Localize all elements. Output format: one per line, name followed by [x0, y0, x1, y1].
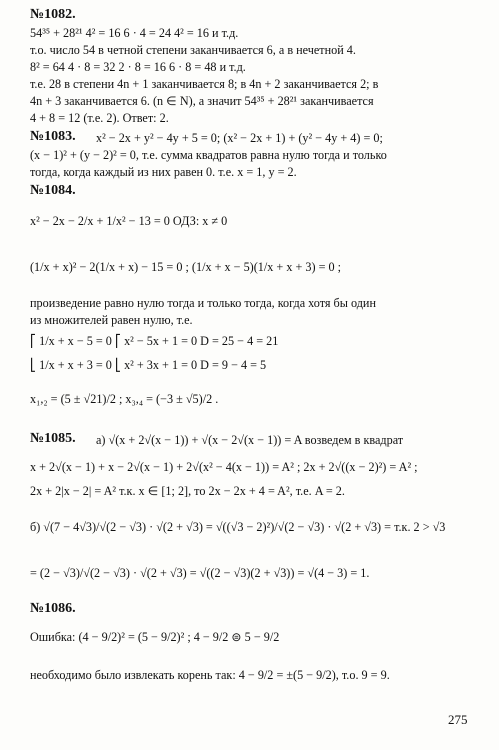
problem-1085-line-1: а) √(x + 2√(x − 1)) + √(x − 2√(x − 1)) = A возведем в квадрат [96, 433, 404, 447]
problem-1084-line-6: ⎣ 1/x + x + 3 = 0 ⎣ x² + 3x + 1 = 0 D = 9 − 4 = 5 [30, 358, 267, 372]
problem-1083-line-3: тогда, когда каждый из них равен 0. т.е. x = 1, y = 2. [30, 165, 297, 179]
problem-1084-line-4: из множителей равен нулю, т.е. [30, 313, 193, 327]
problem-1083-line-2: (x − 1)² + (y − 2)² = 0, т.е. сумма квадратов равна нулю тогда и только [30, 148, 387, 162]
problem-1085-line-3: 2x + 2|x − 2| = A² т.к. x ∈ [1; 2], то 2x − 2x + 4 = A², т.е. A = 2. [30, 484, 345, 498]
problem-1084-line-5: ⎡ 1/x + x − 5 = 0 ⎡ x² − 5x + 1 = 0 D = 25 − 4 = 21 [30, 334, 279, 348]
problem-1083-line-1: x² − 2x + y² − 4y + 5 = 0; (x² − 2x + 1) + (y² − 4y + 4) = 0; [96, 131, 383, 145]
problem-1082-heading: №1082. [30, 7, 76, 22]
problem-1085-line-2: x + 2√(x − 1) + x − 2√(x − 1) + 2√(x² − 4(x − 1)) = A² ; 2x + 2√((x − 2)²) = A² ; [30, 460, 418, 474]
problem-1082-line-1: 54³⁵ + 28²¹ 4² = 16 6 · 4 = 24 4² = 16 и т.д. [30, 26, 239, 40]
problem-1084-line-3: произведение равно нулю тогда и только тогда, когда хотя бы один [30, 296, 376, 310]
problem-1082-line-3: 8² = 64 4 · 8 = 32 2 · 8 = 16 6 · 8 = 48 и т.д. [30, 60, 246, 74]
problem-1082-line-4: т.е. 28 в степени 4n + 1 заканчивается 8; в 4n + 2 заканчивается 2; в [30, 77, 379, 91]
problem-1082-line-5: 4n + 3 заканчивается 6. (n ∈ N), а значит 54³⁵ + 28²¹ заканчивается [30, 94, 374, 108]
problem-1086-line-2: необходимо было извлекать корень так: 4 − 9/2 = ±(5 − 9/2), т.о. 9 = 9. [30, 668, 390, 682]
problem-1085-line-5: = (2 − √3)/√(2 − √3) · √(2 + √3) = √((2 − √3)(2 + √3)) = √(4 − 3) = 1. [30, 566, 370, 580]
problem-1086-heading: №1086. [30, 601, 76, 616]
problem-1084-line-7: x₁,₂ = (5 ± √21)/2 ; x₃,₄ = (−3 ± √5)/2 . [30, 392, 219, 406]
page-number: 275 [448, 712, 468, 727]
problem-1085-heading: №1085. [30, 431, 76, 446]
problem-1084-line-2: (1/x + x)² − 2(1/x + x) − 15 = 0 ; (1/x + x − 5)(1/x + x + 3) = 0 ; [30, 260, 342, 274]
problem-1086-line-1: Ошибка: (4 − 9/2)² = (5 − 9/2)² ; 4 − 9/2 ⊜ 5 − 9/2 [30, 630, 280, 644]
problem-1084-line-1: x² − 2x − 2/x + 1/x² − 13 = 0 ОДЗ: x ≠ 0 [30, 214, 228, 228]
problem-1082-line-2: т.о. число 54 в четной степени заканчивается 6, а в нечетной 4. [30, 43, 356, 57]
problem-1082-line-6: 4 + 8 = 12 (т.е. 2). Ответ: 2. [30, 111, 169, 125]
problem-1083-heading: №1083. [30, 129, 76, 144]
problem-1085-line-4: б) √(7 − 4√3)/√(2 − √3) · √(2 + √3) = √((√3 − 2)²)/√(2 − √3) · √(2 + √3) = т.к. 2 > √3 [30, 520, 446, 534]
problem-1084-heading: №1084. [30, 183, 76, 198]
